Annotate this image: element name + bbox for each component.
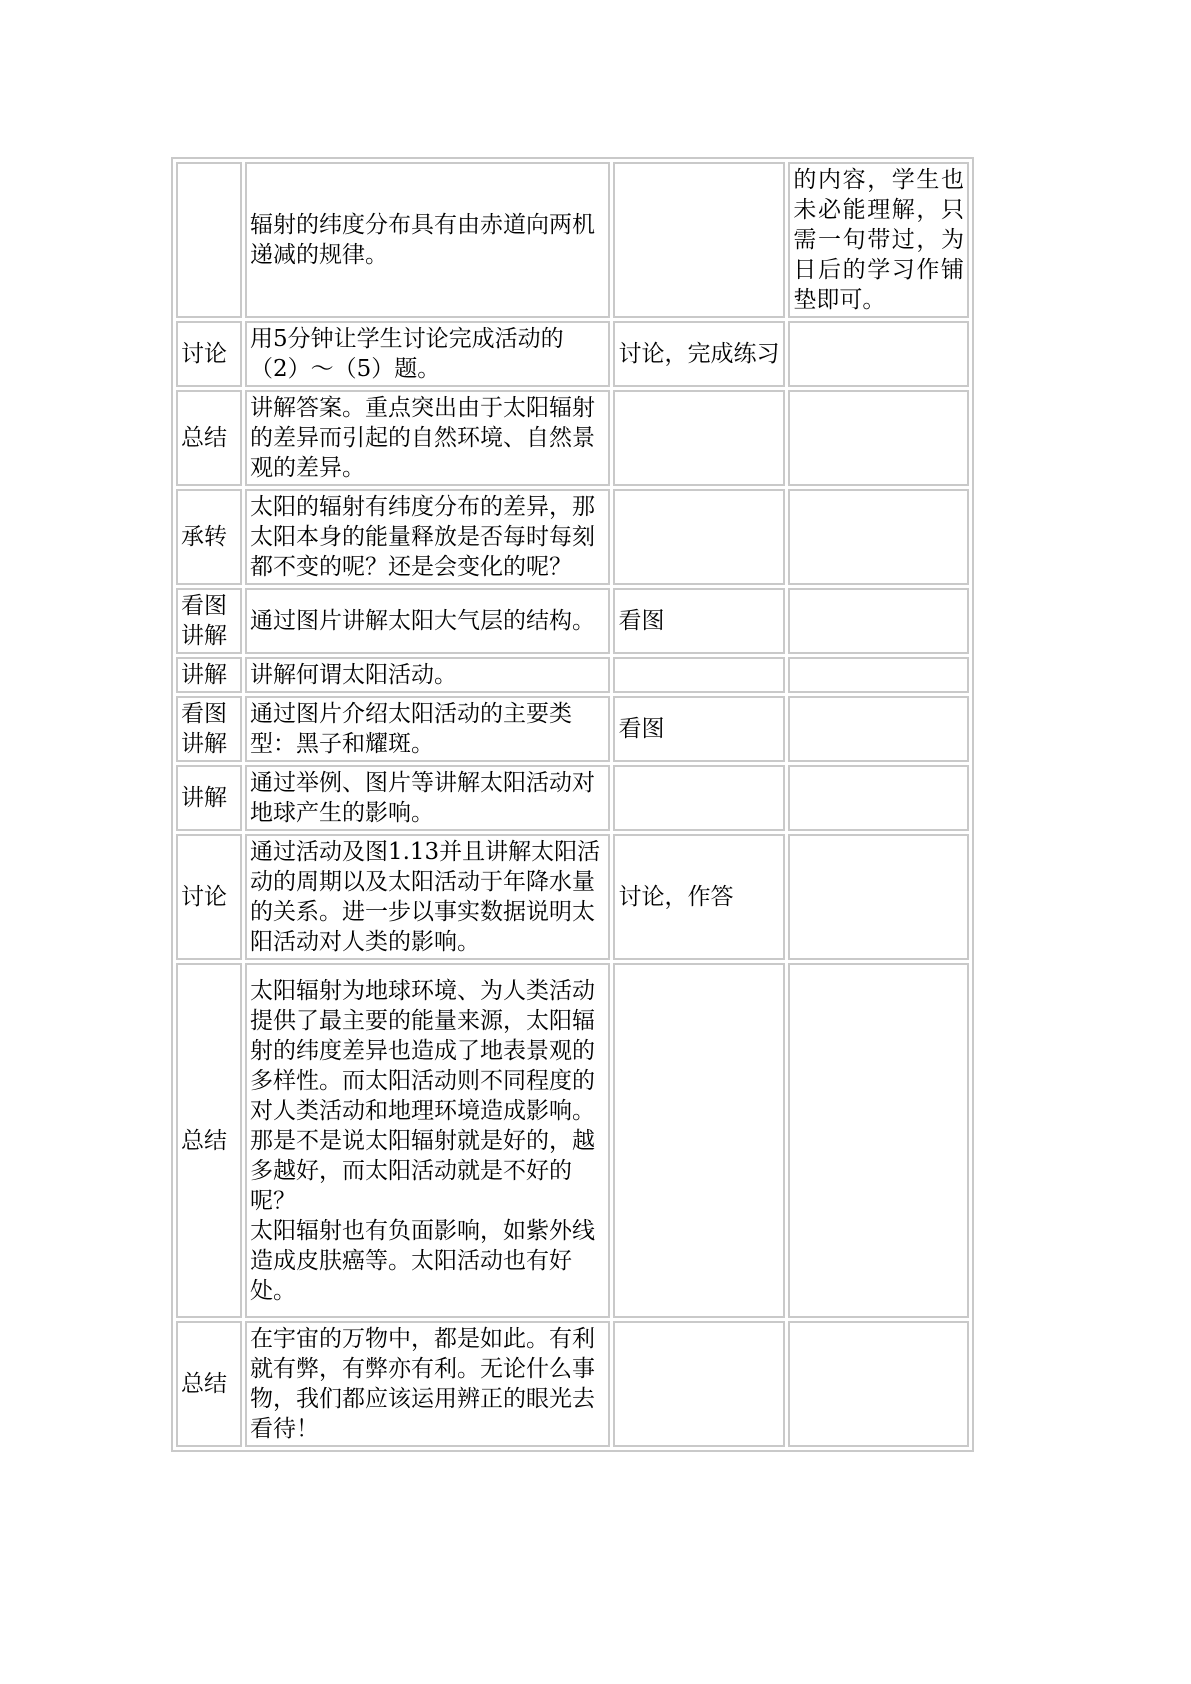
- content-text: 通过图片讲解太阳大气层的结构。: [249, 608, 595, 634]
- step-cell: 讨论: [176, 834, 242, 960]
- student-activity-cell: [613, 162, 785, 318]
- table-row: [176, 588, 969, 654]
- content-cell: [245, 390, 611, 486]
- content-text: 太阳辐射也有负面影响，如紫外线造成皮肤癌等。太阳活动也有好处。: [249, 1217, 595, 1304]
- student-activity-cell: 讨论，完成练习: [613, 321, 785, 387]
- content-cell: [245, 588, 611, 654]
- student-activity-cell: [613, 1321, 785, 1447]
- student-activity-cell: [613, 657, 785, 693]
- lesson-plan-table: [171, 157, 974, 1452]
- step-cell: 承转: [176, 489, 242, 585]
- note-cell: [788, 765, 969, 831]
- content-text: 用5分钟让学生讨论完成活动的（2）～（5）题。: [249, 326, 564, 382]
- content-cell: [245, 963, 611, 1318]
- note-cell: [788, 321, 969, 387]
- table-row: [176, 834, 969, 960]
- content-text: 讲解何谓太阳活动。: [249, 662, 457, 688]
- table-row: [176, 963, 969, 1318]
- content-text: 在宇宙的万物中，都是如此。有利就有弊，有弊亦有利。无论什么事物，我们都应该运用辨正的眼光去看待！: [249, 1326, 595, 1442]
- content-text: 通过图片介绍太阳活动的主要类型：黑子和耀斑。: [249, 701, 572, 757]
- step-cell: 讨论: [176, 321, 242, 387]
- note-cell: [788, 657, 969, 693]
- content-cell: [245, 489, 611, 585]
- table-row: [176, 162, 969, 318]
- note-cell: [788, 588, 969, 654]
- content-text: 辐射的纬度分布具有由赤道向两机递减的规律。: [249, 212, 595, 268]
- content-cell: [245, 162, 611, 318]
- content-cell: [245, 1321, 611, 1447]
- note-cell: [788, 963, 969, 1318]
- table-row: [176, 765, 969, 831]
- note-cell: [788, 696, 969, 762]
- note-cell: [788, 1321, 969, 1447]
- student-activity-cell: [613, 489, 785, 585]
- student-activity-cell: 看图: [613, 588, 785, 654]
- step-cell: [176, 162, 242, 318]
- step-cell: 总结: [176, 390, 242, 486]
- content-text: 太阳辐射为地球环境、为人类活动提供了最主要的能量来源，太阳辐射的纬度差异也造成了地表景观的多样性。而太阳活动则不同程度的对人类活动和地理环境造成影响。那是不是说太阳辐射就是好的，越多越好，而太阳活动就是不好的呢？: [249, 977, 595, 1214]
- student-activity-cell: [613, 390, 785, 486]
- table-row: [176, 390, 969, 486]
- student-activity-cell: 讨论，作答: [613, 834, 785, 960]
- content-cell: [245, 765, 611, 831]
- content-cell: [245, 696, 611, 762]
- note-cell: [788, 390, 969, 486]
- content-text: 通过活动及图1.13并且讲解太阳活动的周期以及太阳活动于年降水量的关系。进一步以事实数据说明太阳活动对人类的影响。: [249, 839, 601, 955]
- table-row: [176, 321, 969, 387]
- note-cell: 的内容，学生也未必能理解，只需一句带过，为日后的学习作铺垫即可。: [788, 162, 969, 318]
- step-cell: 总结: [176, 1321, 242, 1447]
- table-row: [176, 1321, 969, 1447]
- content-cell: [245, 834, 611, 960]
- content-cell: [245, 321, 611, 387]
- step-cell: 讲解: [176, 765, 242, 831]
- table-row: [176, 696, 969, 762]
- content-text: 太阳的辐射有纬度分布的差异，那太阳本身的能量释放是否每时每刻都不变的呢？还是会变化的呢？: [249, 494, 595, 580]
- step-cell: 讲解: [176, 657, 242, 693]
- student-activity-cell: 看图: [613, 696, 785, 762]
- content-cell: [245, 657, 611, 693]
- step-cell: 看图讲解: [176, 588, 242, 654]
- table-row: [176, 489, 969, 585]
- note-cell: [788, 489, 969, 585]
- note-cell: [788, 834, 969, 960]
- table-row: [176, 657, 969, 693]
- student-activity-cell: [613, 765, 785, 831]
- step-cell: 看图讲解: [176, 696, 242, 762]
- content-text: 通过举例、图片等讲解太阳活动对地球产生的影响。: [249, 770, 595, 826]
- step-cell: 总结: [176, 963, 242, 1318]
- student-activity-cell: [613, 963, 785, 1318]
- content-text: 讲解答案。重点突出由于太阳辐射的差异而引起的自然环境、自然景观的差异。: [249, 395, 595, 481]
